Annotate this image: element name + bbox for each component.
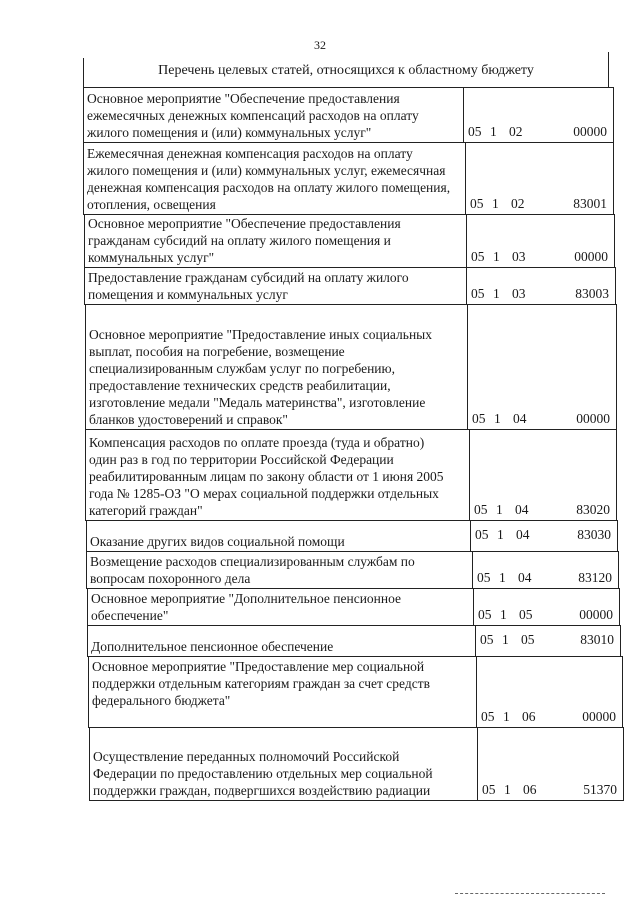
code-program: 1	[496, 502, 503, 517]
row-code	[478, 781, 623, 798]
code-program: 1	[499, 570, 506, 585]
code-subprogram: 03	[512, 286, 526, 301]
code-direction: 00000	[574, 249, 608, 264]
code-subprogram: 04	[516, 527, 530, 542]
row-description: Основное мероприятие "Дополнительное пенсионное обеспечение"	[91, 591, 402, 623]
code-direction: 51370	[583, 782, 617, 797]
row-description-cell	[86, 305, 468, 429]
code-section: 05	[481, 709, 495, 724]
row-description: Осуществление переданных полномочий Российской Федерации по предоставлению отдельных мер социальной поддержки граждан, подвергшихся воздействию радиации	[93, 749, 433, 798]
code-program: 1	[493, 249, 500, 264]
code-section: 05	[477, 570, 491, 585]
code-direction: 83020	[576, 502, 610, 517]
code-section: 05	[480, 632, 494, 647]
row-description-cell	[89, 657, 477, 727]
table-row	[83, 142, 614, 215]
code-direction: 00000	[582, 709, 616, 724]
code-section: 05	[470, 196, 484, 211]
row-description: Основное мероприятие "Обеспечение предоставления гражданам субсидий на оплату жилого помещения и коммунальных услуг"	[88, 216, 401, 265]
code-direction: 83003	[575, 286, 609, 301]
row-description-cell	[85, 268, 467, 304]
row-code	[467, 248, 614, 265]
code-section: 05	[468, 124, 482, 139]
row-description-cell	[87, 552, 473, 588]
footer-line	[455, 893, 605, 894]
row-description: Компенсация расходов по оплате проезда (туда и обратно) один раз в год по территории Российской Федерации реабилитированным лицам по закону области от 1 июня 2005 года № 1285-ОЗ "О мерах социальной поддержки отдельных категорий граждан"	[89, 435, 444, 518]
row-description: Основное мероприятие "Предоставление иных социальных выплат, пособия на погребение, возмещение специализированным службам услуг по погребению, предоставление технических средств реабилитации, изготовление медали "Медаль материнства", изготовление бланков удостоверений и справок"	[89, 327, 432, 427]
code-program: 1	[493, 286, 500, 301]
code-subprogram: 02	[511, 196, 525, 211]
code-program: 1	[503, 709, 510, 724]
row-description: Оказание других видов социальной помощи	[90, 534, 345, 549]
table-row	[84, 267, 616, 305]
code-direction: 00000	[579, 607, 613, 622]
code-direction: 83010	[580, 632, 614, 647]
frame-right-border	[608, 52, 609, 88]
code-subprogram: 03	[512, 249, 526, 264]
page-number: 32	[314, 38, 326, 52]
code-section: 05	[472, 411, 486, 426]
table-row	[85, 429, 617, 521]
row-code	[468, 410, 616, 427]
code-section: 05	[471, 286, 485, 301]
row-description: Основное мероприятие "Предоставление мер социальной поддержки отдельным категориям граждан за счет средств федерального бюджета"	[92, 659, 430, 708]
table-row	[87, 625, 621, 657]
row-description: Ежемесячная денежная компенсация расходов на оплату жилого помещения и (или) коммунальных услуг, ежемесячная денежная компенсация расходов на оплату жилого помещения, отопления, освещения	[87, 146, 451, 212]
code-program: 1	[502, 632, 509, 647]
code-section: 05	[482, 782, 496, 797]
table-heading: Перечень целевых статей, относящихся к областному бюджету	[158, 63, 534, 78]
row-code	[474, 606, 619, 623]
row-description-cell	[87, 521, 471, 551]
code-program: 1	[492, 196, 499, 211]
row-description-cell	[90, 728, 478, 800]
code-subprogram: 04	[518, 570, 532, 585]
code-direction: 00000	[576, 411, 610, 426]
code-section: 05	[478, 607, 492, 622]
code-subprogram: 04	[515, 502, 529, 517]
table-row	[83, 87, 614, 143]
table-row	[87, 588, 620, 626]
code-subprogram: 05	[519, 607, 533, 622]
code-subprogram: 06	[523, 782, 537, 797]
code-program: 1	[494, 411, 501, 426]
table-row	[86, 520, 618, 552]
row-code	[476, 631, 620, 648]
code-direction: 83001	[573, 196, 607, 211]
code-section: 05	[475, 527, 489, 542]
row-description-cell	[84, 88, 464, 142]
table-row	[89, 727, 624, 801]
row-code	[467, 285, 615, 302]
row-description: Предоставление гражданам субсидий на оплату жилого помещения и коммунальных услуг	[88, 270, 409, 302]
row-description-cell	[86, 430, 470, 520]
code-direction: 00000	[573, 124, 607, 139]
row-description-cell	[84, 143, 466, 214]
table-row	[86, 551, 619, 589]
row-description: Возмещение расходов специализированным службам по вопросам похоронного дела	[90, 554, 415, 586]
row-code	[470, 501, 616, 518]
code-subprogram: 05	[521, 632, 535, 647]
row-code	[466, 195, 613, 212]
code-subprogram: 06	[522, 709, 536, 724]
row-description-cell	[88, 589, 474, 625]
code-program: 1	[500, 607, 507, 622]
code-direction: 83030	[577, 527, 611, 542]
row-code	[471, 526, 617, 543]
table-row	[85, 304, 617, 430]
table-row	[88, 656, 623, 728]
row-code	[477, 708, 622, 725]
code-section: 05	[471, 249, 485, 264]
row-description: Основное мероприятие "Обеспечение предоставления ежемесячных денежных компенсаций расходов на оплату жилого помещения и (или) коммунальных услуг"	[87, 91, 419, 140]
code-section: 05	[474, 502, 488, 517]
row-description-cell	[88, 626, 476, 656]
code-program: 1	[497, 527, 504, 542]
code-direction: 83120	[578, 570, 612, 585]
row-code	[473, 569, 618, 586]
code-subprogram: 04	[513, 411, 527, 426]
row-description: Дополнительное пенсионное обеспечение	[91, 639, 334, 654]
table-row	[84, 214, 615, 268]
row-description-cell	[85, 215, 467, 267]
code-program: 1	[490, 124, 497, 139]
code-subprogram: 02	[509, 124, 523, 139]
row-code	[464, 123, 613, 140]
code-program: 1	[504, 782, 511, 797]
